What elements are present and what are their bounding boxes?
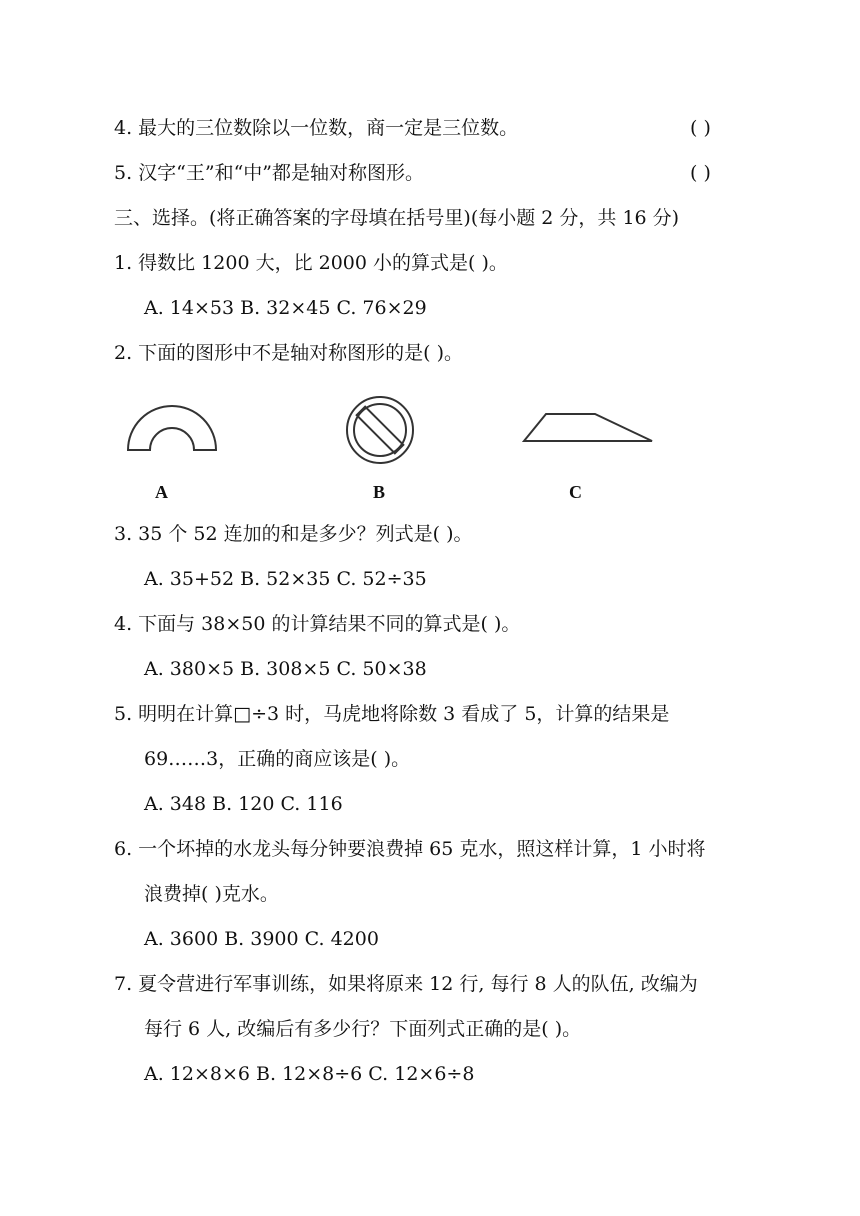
item-text: 汉字“王”和“中”都是轴对称图形。 [138, 162, 424, 184]
question-2 [114, 341, 463, 365]
item-text: 最大的三位数除以一位数，商一定是三位数。 [138, 117, 519, 139]
question-3 [114, 522, 472, 546]
question-text: 下面的图形中不是轴对称图形的是( )。 [138, 342, 464, 364]
figure-label-c: C [569, 482, 582, 502]
question-text: 明明在计算□÷3 时，马虎地将除数 3 看成了 5，计算的结果是 [138, 703, 670, 725]
answer-blank[interactable]: ( ) [690, 117, 711, 139]
question-text: 一个坏掉的水龙头每分钟要浪费掉 65 克水，照这样计算，1 小时将 [138, 838, 706, 860]
question-number: 2. [114, 342, 133, 364]
arch-figure [124, 400, 220, 454]
figure-label-a: A [155, 482, 168, 502]
question-number: 3. [114, 523, 133, 545]
question-text: 得数比 1200 大，比 2000 小的算式是( )。 [138, 252, 508, 274]
question-options: A. 12×8×6 B. 12×8÷6 C. 12×6÷8 [144, 1063, 475, 1085]
question-text-continued: 浪费掉( )克水。 [144, 883, 279, 905]
question-7 [114, 972, 698, 996]
question-1 [114, 251, 508, 275]
question-text: 35 个 52 连加的和是多少？列式是( )。 [138, 523, 473, 545]
figure-label-b: B [373, 482, 386, 502]
question-text-continued: 每行 6 人, 改编后有多少行？下面列式正确的是( )。 [144, 1018, 582, 1040]
question-number: 7. [114, 973, 133, 995]
question-options: A. 3600 B. 3900 C. 4200 [144, 928, 379, 950]
judge-item-5 [114, 161, 424, 185]
item-number: 5. [114, 162, 133, 184]
question-number: 6. [114, 838, 133, 860]
question-6 [114, 837, 706, 861]
question-text: 下面与 38×50 的计算结果不同的算式是( )。 [138, 613, 521, 635]
answer-blank[interactable]: ( ) [690, 162, 711, 184]
question-number: 4. [114, 613, 133, 635]
question-number: 1. [114, 252, 133, 274]
question-text-continued: 69……3，正确的商应该是( )。 [144, 748, 411, 770]
question-5 [114, 702, 669, 726]
question-options: A. 348 B. 120 C. 116 [144, 793, 343, 815]
question-options: A. 380×5 B. 308×5 C. 50×38 [144, 658, 427, 680]
question-options: A. 14×53 B. 32×45 C. 76×29 [144, 297, 427, 319]
item-number: 4. [114, 117, 133, 139]
question-number: 5. [114, 703, 133, 725]
question-text: 夏令营进行军事训练，如果将原来 12 行, 每行 8 人的队伍, 改编为 [138, 973, 698, 995]
no-sign-figure [343, 393, 417, 467]
question-4 [114, 612, 520, 636]
trapezoid-figure [520, 408, 656, 446]
judge-item-4 [114, 116, 518, 140]
section-title: 三、选择。(将正确答案的字母填在括号里)(每小题 2 分，共 16 分) [114, 207, 680, 229]
question-options: A. 35+52 B. 52×35 C. 52÷35 [144, 568, 427, 590]
